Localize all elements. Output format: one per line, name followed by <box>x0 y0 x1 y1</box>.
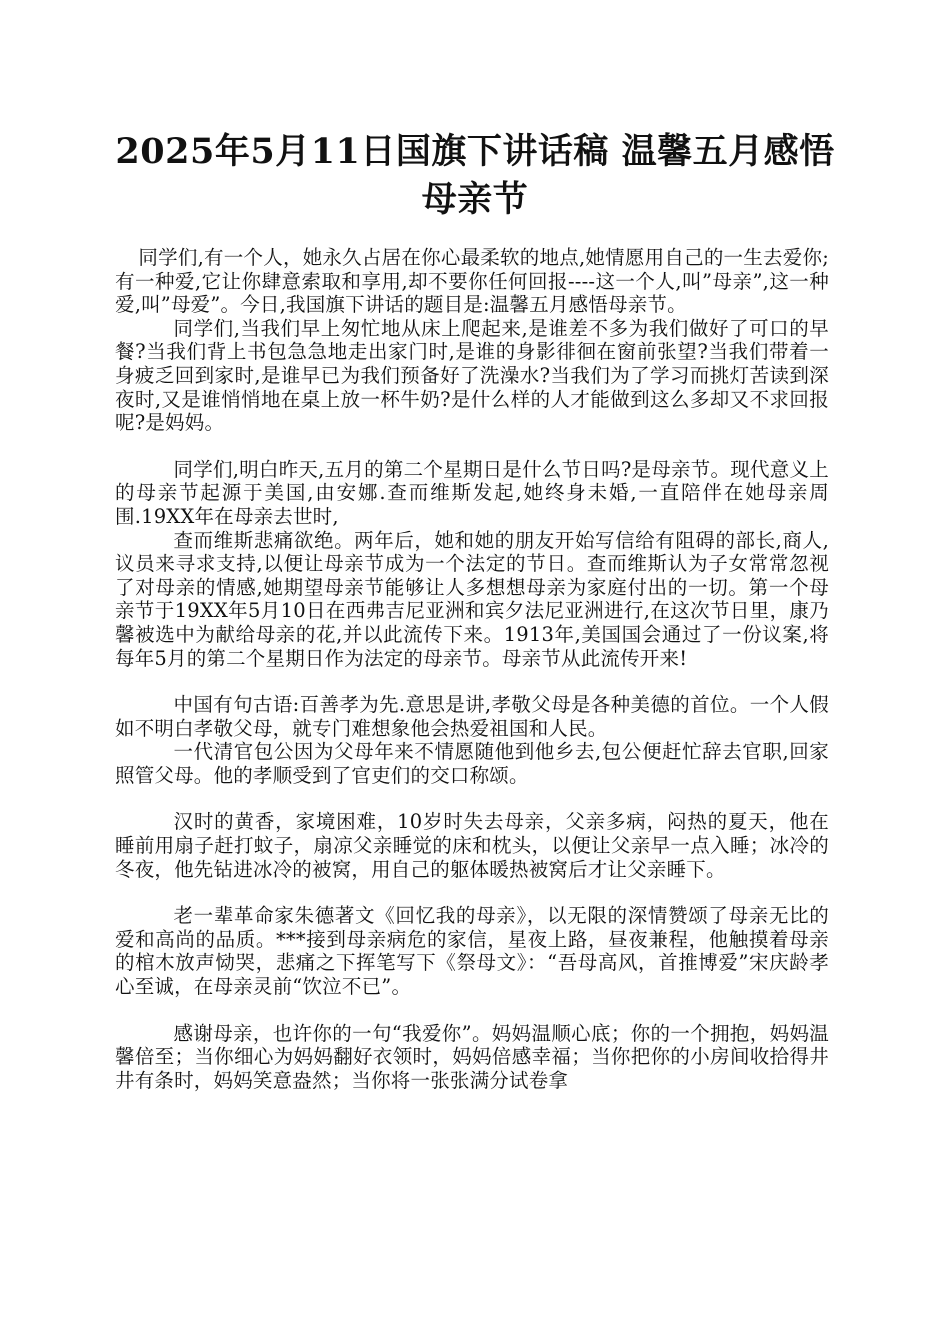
document-title <box>100 128 850 224</box>
document-body <box>115 246 829 1092</box>
paragraph-huang-xiang: 汉时的黄香，家境困难，10岁时失去母亲，父亲多病，闷热的夏天，他在睡前用扇子赶打蚊子，扇凉父亲睡觉的床和枕头，以便让父亲早一点入睡；冰冷的冬夜，他先钻进冰冷的被窝，用自己的躯体暖热被窝后才让父亲睡下。 <box>115 810 829 881</box>
paragraph-mothers-day-history: 查而维斯悲痛欲绝。两年后，她和她的朋友开始写信给有阻碍的部长,商人,议员来寻求支持,以便让母亲节成为一个法定的节日。查而维斯认为子女常常忽视了对母亲的情感,她期望母亲节能够让人多想想母亲为家庭付出的一切。第一个母亲节于19XX年5月10日在西弗吉尼亚洲和宾夕法尼亚洲进行,在这次节日里，康乃馨被选中为献给母亲的花,并以此流传下来。1913年,美国国会通过了一份议案,将每年5月的第二个星期日作为法定的母亲节。母亲节从此流传开来! <box>115 528 829 670</box>
paragraph-filial-piety: 中国有句古语:百善孝为先.意思是讲,孝敬父母是各种美德的首位。一个人假如不明白孝敬父母，就专门难想象他会热爱祖国和人民。 <box>115 693 829 740</box>
title-line-2: 母亲节 <box>421 179 529 220</box>
paragraph-zhu-de: 老一辈革命家朱德著文《回忆我的母亲》，以无限的深情赞颂了母亲无比的爱和高尚的品质。***接到母亲病危的家信，星夜上路，昼夜兼程，他触摸着母亲的棺木放声恸哭，悲痛之下挥笔写下《祭母文》：“吾母高风，首推博爱”宋庆龄孝心至诚，在母亲灵前“饮泣不已”。 <box>115 904 829 999</box>
paragraph-bao-gong: 一代清官包公因为父母年来不情愿随他到他乡去,包公便赶忙辞去官职,回家照管父母。他的孝顺受到了官吏们的交口称颂。 <box>115 740 829 787</box>
paragraph-opening: 同学们,有一个人，她永久占居在你心最柔软的地点,她情愿用自己的一生去爱你;有一种爱,它让你肆意索取和享用,却不要你任何回报----这一个人,叫”母亲”,这一种爱,叫”母爱”。今日,我国旗下讲话的题目是:温馨五月感悟母亲节。 <box>115 246 829 317</box>
paragraph-mothers-day-origin: 同学们,明白昨天,五月的第二个星期日是什么节日吗?是母亲节。现代意义上的母亲节起源于美国,由安娜.查而维斯发起,她终身未婚,一直陪伴在她母亲周围.19XX年在母亲去世时, <box>115 457 829 528</box>
paragraph-thank-mother: 感谢母亲，也许你的一句“我爱你”。妈妈温顺心底；你的一个拥抱，妈妈温馨倍至；当你细心为妈妈翻好衣领时，妈妈倍感幸福；当你把你的小房间收拾得井井有条时，妈妈笑意盎然；当你将一张张满分试卷拿 <box>115 1021 829 1092</box>
paragraph-mother-care: 同学们,当我们早上匆忙地从床上爬起来,是谁差不多为我们做好了可口的早餐?当我们背上书包急急地走出家门时,是谁的身影徘徊在窗前张望?当我们带着一身疲乏回到家时,是谁早已为我们预备好了洗澡水?当我们为了学习而挑灯苦读到深夜时,又是谁悄悄地在桌上放一杯牛奶?是什么样的人才能做到这么多却又不求回报呢?是妈妈。 <box>115 316 829 435</box>
title-line-1: 2025年5月11日国旗下讲话稿 温馨五月感悟 <box>115 131 835 172</box>
